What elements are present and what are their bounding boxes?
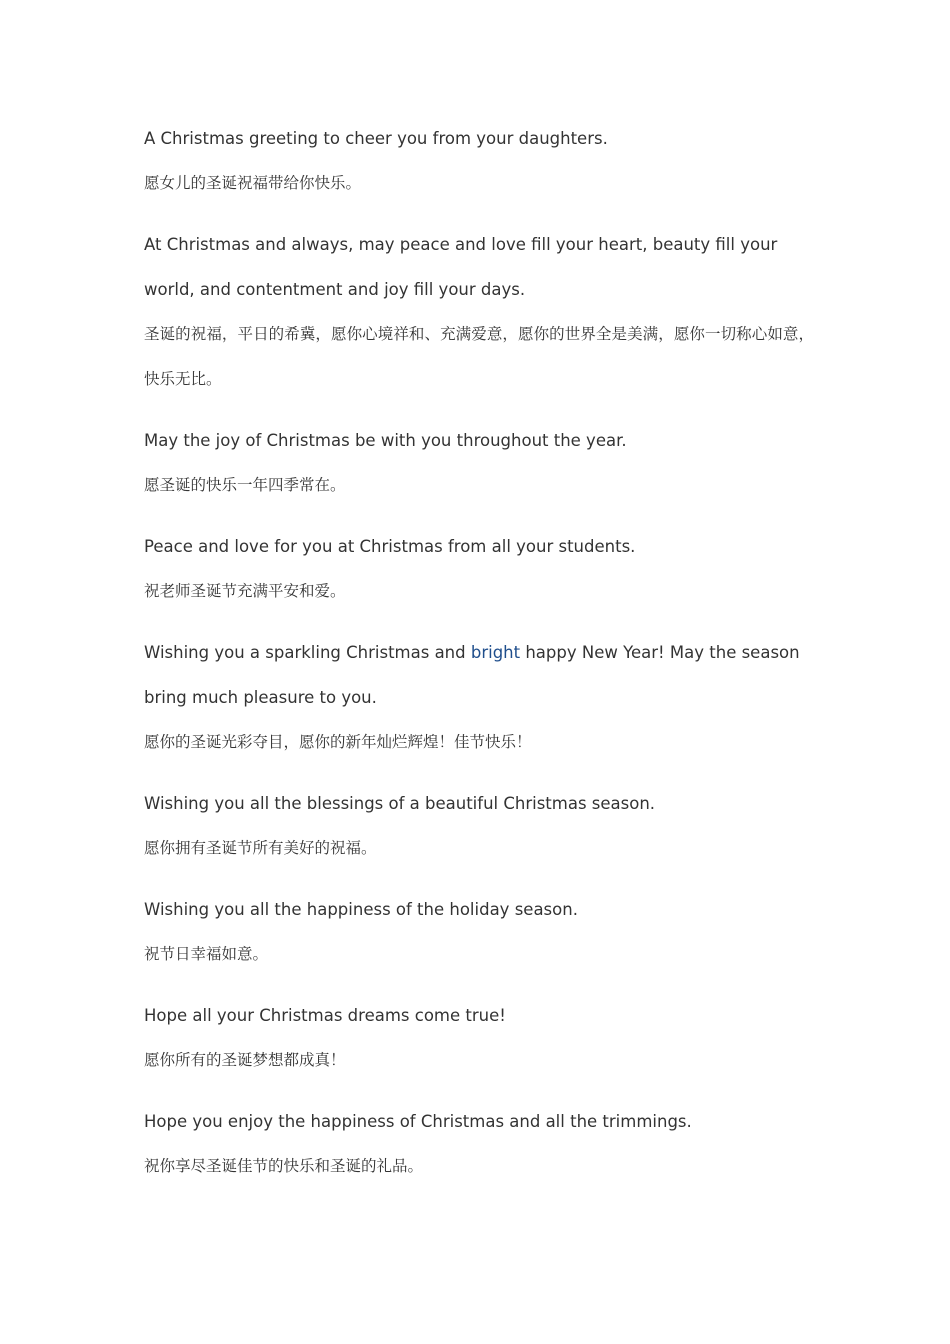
chinese-line: 祝你享尽圣诞佳节的快乐和圣诞的礼品。 bbox=[144, 1157, 424, 1175]
english-line: May the joy of Christmas be with you throughout the year. bbox=[144, 431, 627, 450]
chinese-line: 祝老师圣诞节充满平安和爱。 bbox=[144, 582, 346, 600]
english-line: Wishing you all the blessings of a beautiful Christmas season. bbox=[144, 794, 656, 813]
greeting-entry-6 bbox=[144, 781, 814, 871]
english-line bbox=[144, 630, 814, 720]
chinese-line: 圣诞的祝福，平日的希冀，愿你心境祥和、充满爱意，愿你的世界全是美满，愿你一切称心如意，快乐无比。 bbox=[144, 325, 814, 388]
chinese-line: 祝节日幸福如意。 bbox=[144, 945, 269, 963]
bright-link[interactable]: bright bbox=[470, 643, 521, 662]
greeting-entry-7 bbox=[144, 887, 814, 977]
chinese-line: 愿女儿的圣诞祝福带给你快乐。 bbox=[144, 174, 362, 192]
english-line: Hope all your Christmas dreams come true! bbox=[144, 1006, 506, 1025]
english-line: A Christmas greeting to cheer you from your daughters. bbox=[144, 129, 608, 148]
chinese-line: 愿你拥有圣诞节所有美好的祝福。 bbox=[144, 839, 377, 857]
greeting-entry-3 bbox=[144, 418, 814, 508]
greeting-entry-4 bbox=[144, 524, 814, 614]
chinese-line: 愿你所有的圣诞梦想都成真！ bbox=[144, 1051, 346, 1069]
english-line: At Christmas and always, may peace and love fill your heart, beauty fill your world, and contentment and joy fill your days. bbox=[144, 235, 778, 299]
greeting-entry-1 bbox=[144, 116, 814, 206]
greeting-entry-5 bbox=[144, 630, 814, 765]
chinese-line: 愿你的圣诞光彩夺目，愿你的新年灿烂辉煌！佳节快乐！ bbox=[144, 733, 532, 751]
greeting-entry-8 bbox=[144, 993, 814, 1083]
english-line: Wishing you all the happiness of the holiday season. bbox=[144, 900, 578, 919]
english-line: Hope you enjoy the happiness of Christmas and all the trimmings. bbox=[144, 1112, 692, 1131]
document-body bbox=[144, 116, 814, 1205]
english-line: Peace and love for you at Christmas from all your students. bbox=[144, 537, 636, 556]
chinese-line: 愿圣诞的快乐一年四季常在。 bbox=[144, 476, 346, 494]
greeting-entry-9 bbox=[144, 1099, 814, 1189]
english-text-after-link: happy New Year! May the season bring much pleasure to you. bbox=[144, 643, 800, 707]
english-text-before-link: Wishing you a sparkling Christmas and bbox=[144, 643, 471, 662]
greeting-entry-2 bbox=[144, 222, 814, 402]
